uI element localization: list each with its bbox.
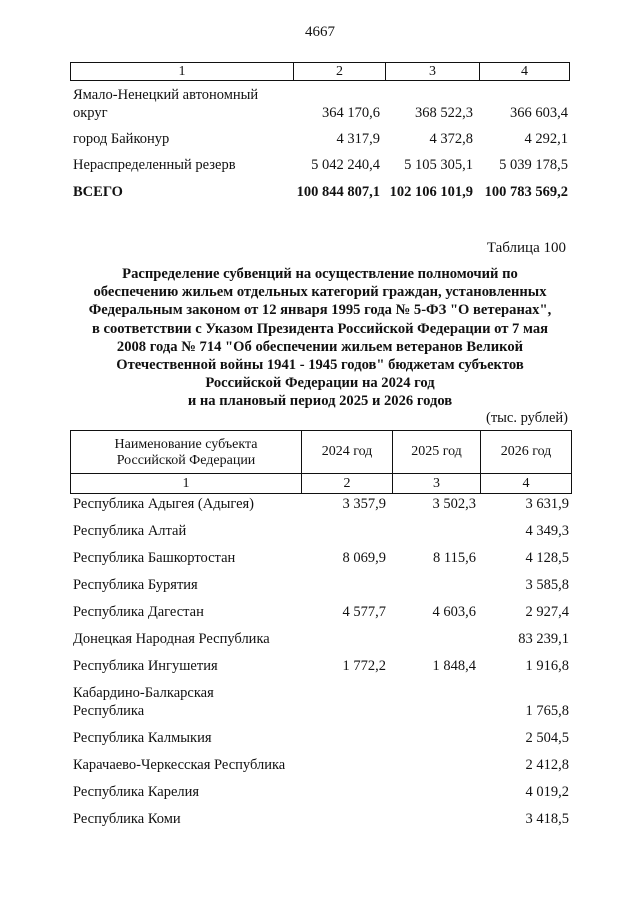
value-2026: 1 916,8: [525, 658, 569, 674]
table-number-label: Таблица 100: [486, 240, 566, 256]
region-name: Республика Ингушетия: [73, 658, 218, 674]
value-2024: 4 577,7: [342, 604, 386, 620]
title-line: Федеральным законом от 12 января 1995 года № 5-ФЗ "О ветеранах",: [88, 302, 552, 319]
value-2026: 4 292,1: [524, 131, 568, 147]
header-line: Наименование субъекта: [114, 437, 258, 452]
table-row: [70, 657, 570, 677]
header-line: Российской Федерации: [116, 453, 256, 468]
value-2024: 8 069,9: [342, 550, 386, 566]
value-2025: 8 115,6: [433, 550, 476, 566]
value-2024: 3 357,9: [342, 496, 386, 512]
table-row: [70, 630, 570, 650]
title-line: Российской Федерации на 2024 год: [205, 375, 435, 392]
total-2024: 100 844 807,1: [296, 184, 380, 200]
table-row: [70, 156, 570, 176]
region-name: Донецкая Народная Республика: [73, 631, 270, 647]
table-row: [70, 810, 570, 830]
page-number: 4667: [305, 24, 335, 40]
region-name: Карачаево-Черкесская Республика: [73, 757, 286, 773]
value-2024: 364 170,6: [322, 105, 380, 121]
region-name: Республика Коми: [73, 811, 181, 827]
column-number: 1: [178, 64, 186, 79]
header-2026: 2026 год: [480, 431, 571, 473]
region-name: Республика Башкортостан: [73, 550, 236, 566]
header-2025: 2025 год: [392, 431, 480, 473]
table-row: [70, 86, 570, 124]
value-2026: 5 039 178,5: [499, 157, 568, 173]
value-2026: 3 585,8: [525, 577, 569, 593]
region-name: Республика Дагестан: [73, 604, 204, 620]
total-label: ВСЕГО: [73, 184, 123, 200]
region-name: Республика Карелия: [73, 784, 200, 800]
column-number: 2: [293, 63, 385, 80]
value-2026: 3 418,5: [525, 811, 569, 827]
region-name: Нераспределенный резерв: [73, 157, 236, 173]
value-2026: 83 239,1: [518, 631, 569, 647]
table-row: [70, 549, 570, 569]
region-name: Республика Алтай: [73, 523, 187, 539]
column-number: 2: [301, 474, 392, 493]
column-number: 3: [392, 474, 480, 493]
header-subject-name: [71, 431, 301, 473]
main-table-header: [70, 430, 572, 494]
region-name: Ямало-Ненецкий автономный округ: [73, 87, 259, 121]
title-line: Отечественной войны 1941 - 1945 годов" бюджетам субъектов: [116, 357, 524, 374]
value-2026: 4 128,5: [525, 550, 569, 566]
title-line: Распределение субвенций на осуществление полномочий по: [122, 266, 518, 282]
value-2024: 5 042 240,4: [311, 157, 380, 173]
table-row: [70, 684, 570, 722]
value-2025: 5 105 305,1: [404, 157, 473, 173]
table-row: [70, 783, 570, 803]
table-row: [70, 603, 570, 623]
title-line: в соответствии с Указом Президента Российской Федерации от 7 мая: [91, 320, 549, 337]
table-row: [70, 522, 570, 542]
title-line: и на плановый период 2025 и 2026 годов: [187, 393, 453, 410]
column-number: 3: [385, 63, 479, 80]
value-2025: 1 848,4: [432, 658, 476, 674]
value-2025: 4 372,8: [429, 131, 473, 147]
total-row: [70, 183, 570, 203]
value-2024: 1 772,2: [342, 658, 386, 674]
region-name: Республика Калмыкия: [73, 730, 212, 746]
title-line: обеспечению жильем отдельных категорий граждан, установленных: [93, 284, 547, 301]
title-line: 2008 года № 714 "Об обеспечении жильем ветеранов Великой: [116, 338, 524, 355]
value-2026: 1 765,8: [525, 703, 569, 719]
region-name: город Байконур: [73, 131, 170, 147]
value-2026: 4 349,3: [525, 523, 569, 539]
header-2024: 2024 год: [301, 431, 392, 473]
total-2025: 102 106 101,9: [389, 184, 473, 200]
value-2026: 3 631,9: [525, 496, 569, 512]
region-name: Республика Адыгея (Адыгея): [73, 496, 255, 512]
value-2026: 2 504,5: [525, 730, 569, 746]
column-number: 1: [182, 475, 190, 491]
table-row: [70, 576, 570, 596]
region-name: Кабардино-Балкарская Республика: [73, 685, 214, 719]
value-2025: 4 603,6: [432, 604, 476, 620]
units-label: (тыс. рублей): [486, 410, 568, 426]
region-name: Республика Бурятия: [73, 577, 198, 593]
value-2025: 3 502,3: [432, 496, 476, 512]
total-2026: 100 783 569,2: [484, 184, 568, 200]
value-2026: 366 603,4: [510, 105, 568, 121]
top-table-column-numbers: [70, 62, 570, 81]
column-number: 4: [480, 474, 571, 493]
table-row: [70, 756, 570, 776]
value-2026: 4 019,2: [525, 784, 569, 800]
column-number: 4: [479, 63, 569, 80]
value-2024: 4 317,9: [336, 131, 380, 147]
table-row: [70, 495, 570, 515]
table-title: [66, 265, 574, 411]
value-2026: 2 412,8: [525, 757, 569, 773]
table-row: [70, 130, 570, 150]
value-2026: 2 927,4: [525, 604, 569, 620]
table-row: [70, 729, 570, 749]
value-2025: 368 522,3: [415, 105, 473, 121]
